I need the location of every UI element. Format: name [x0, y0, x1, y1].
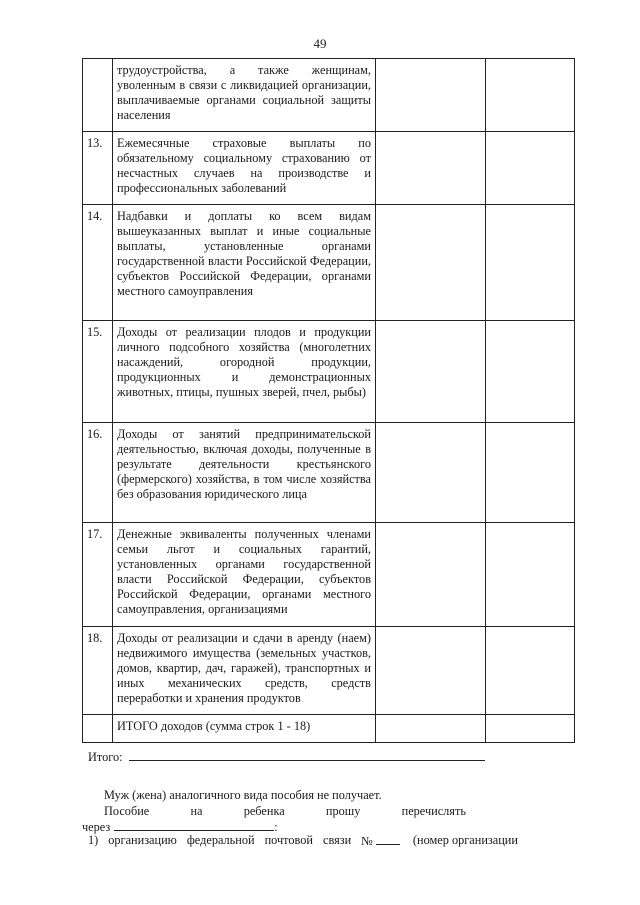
row-number: 17.: [83, 523, 113, 627]
option-word: почтовой: [264, 833, 313, 847]
table-row: [83, 423, 575, 523]
table-row-total: [83, 715, 575, 743]
row-number: 14.: [83, 205, 113, 321]
value-cell[interactable]: [376, 205, 486, 321]
payment-word: перечислять: [401, 804, 466, 818]
row-description: Доходы от реализации и сдачи в аренду (наем) недвижимого имущества (земельных участков, домов, квартир, дач, гаражей), транспортных и иных механических средств, средств переработки и хранения продуктов: [113, 627, 376, 715]
row-number: 13.: [83, 132, 113, 205]
value-cell[interactable]: [376, 715, 486, 743]
table-row: [83, 627, 575, 715]
income-table: [82, 58, 575, 743]
organization-number-blank[interactable]: [376, 833, 400, 845]
value-cell[interactable]: [376, 132, 486, 205]
payment-word: Пособие: [104, 804, 150, 818]
value-cell[interactable]: [486, 715, 575, 743]
value-cell[interactable]: [376, 59, 486, 132]
option-word: связи: [322, 833, 352, 847]
value-cell[interactable]: [486, 423, 575, 523]
through-colon: :: [274, 820, 278, 834]
itogo-line: [88, 748, 575, 765]
table-row: [83, 523, 575, 627]
itogo-blank[interactable]: [129, 748, 485, 761]
option-word: организацию: [108, 833, 177, 847]
page-number: 49: [313, 36, 327, 51]
spouse-statement: Муж (жена) аналогичного вида пособия не получает.: [104, 788, 382, 802]
payment-word: на: [190, 804, 203, 818]
through-blank[interactable]: [114, 819, 274, 831]
value-cell[interactable]: [376, 321, 486, 423]
payment-request: [104, 804, 466, 819]
row-number: 16.: [83, 423, 113, 523]
option-word: федеральной: [186, 833, 255, 847]
row-description: трудоустройства, а также женщинам, уволенным в связи с ликвидацией организации, выплачиваемые органами социальной защиты населения: [113, 59, 376, 132]
row-description: Надбавки и доплаты ко всем видам вышеуказанных выплат и иные социальные выплаты, установленные органами государственной власти Российской Федерации, субъектов Российской Федерации, органами местного самоуправления: [113, 205, 376, 321]
table-row: [83, 132, 575, 205]
table-row: [83, 321, 575, 423]
itogo-label: Итого:: [88, 750, 123, 764]
row-description: Ежемесячные страховые выплаты по обязательному социальному страхованию от несчастных случаев на производстве и профессиональных заболеваний: [113, 132, 376, 205]
value-cell[interactable]: [486, 59, 575, 132]
option-1: [88, 833, 518, 849]
row-description: Доходы от занятий предпринимательской деятельностью, включая доходы, полученные в результате деятельности крестьянского (фермерского) хозяйства, в том числе хозяйства без образования юридического лица: [113, 423, 376, 523]
through-label: через: [82, 820, 111, 834]
payment-word: ребенка: [243, 804, 285, 818]
table-row: [83, 59, 575, 132]
row-description: Доходы от реализации плодов и продукции личного подсобного хозяйства (многолетних насаждений, огородной продукции, продукционных и демонстрационных животных, птицы, пушных зверей, пчел, рыбы): [113, 321, 376, 423]
row-number: 18.: [83, 627, 113, 715]
row-number: [83, 59, 113, 132]
option-tail: (номер организации: [412, 833, 518, 847]
row-description: Денежные эквиваленты полученных членами семьи льгот и социальных гарантий, установленных органами государственной власти Российской Федерации, субъектов Российской Федерации, органами местного самоуправления, организациями: [113, 523, 376, 627]
value-cell[interactable]: [486, 321, 575, 423]
row-number: [83, 715, 113, 743]
value-cell[interactable]: [486, 132, 575, 205]
payment-word: прошу: [325, 804, 361, 818]
value-cell[interactable]: [376, 627, 486, 715]
table-row: [83, 205, 575, 321]
value-cell[interactable]: [486, 523, 575, 627]
value-cell[interactable]: [486, 627, 575, 715]
value-cell[interactable]: [486, 205, 575, 321]
option-number-sign: №: [361, 833, 403, 849]
row-number: 15.: [83, 321, 113, 423]
row-description: ИТОГО доходов (сумма строк 1 - 18): [113, 715, 376, 743]
option-number: 1): [88, 833, 99, 847]
value-cell[interactable]: [376, 523, 486, 627]
value-cell[interactable]: [376, 423, 486, 523]
